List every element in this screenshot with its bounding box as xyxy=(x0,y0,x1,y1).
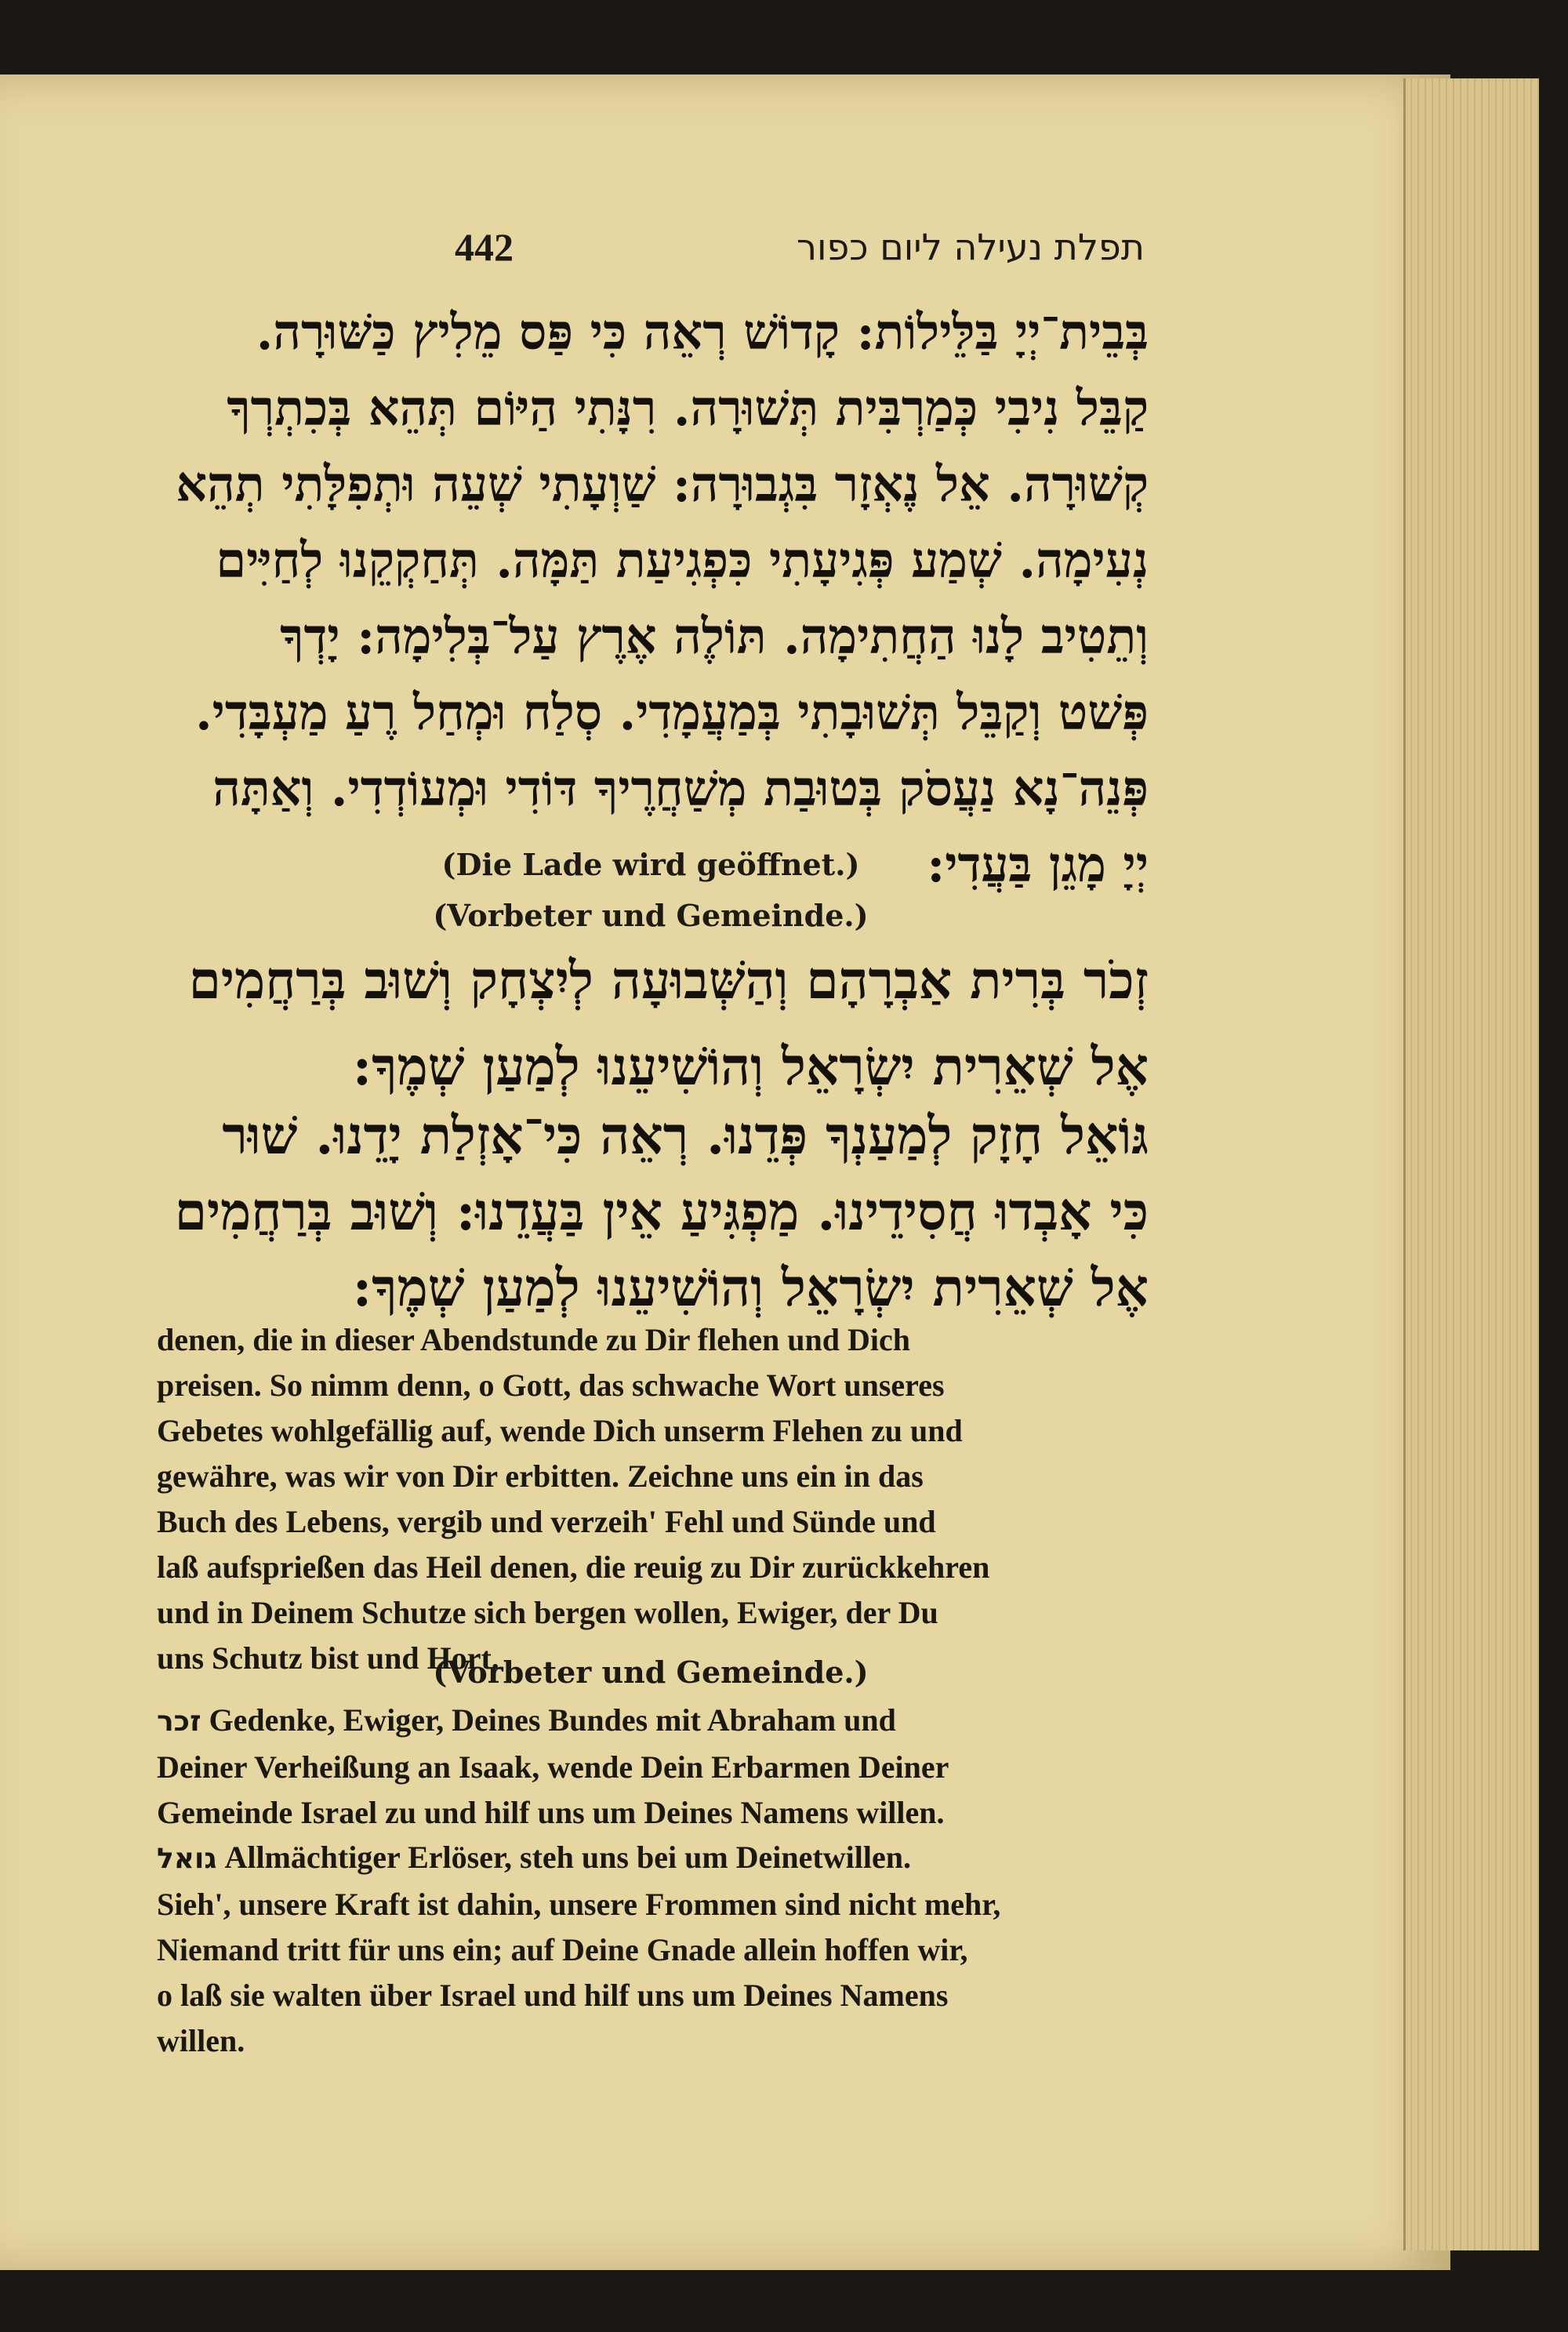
german-line: Gemeinde Israel zu und hilf uns um Deines Namens willen. xyxy=(157,1795,945,1830)
german-line: und in Deinem Schutze sich bergen wollen, Ewiger, der Du xyxy=(157,1595,938,1630)
hebrew-line: פְּנֵה־נָא נַעֲסֹק בְּטוּבַת מְשַׁחֲרֶיךָ דּוֹדִי וּמְעוֹדְדִי. וְאַתָּה xyxy=(212,760,1149,817)
german-line xyxy=(157,1835,1160,1882)
caption-cantor-congregation: (Vorbeter und Gemeinde.) xyxy=(433,898,869,933)
german-line: denen, die in dieser Abendstunde zu Dir flehen und Dich xyxy=(157,1322,910,1357)
page-number: 442 xyxy=(455,225,514,269)
caption-ark-opened: (Die Lade wird geöffnet.) xyxy=(441,847,860,882)
german-line: willen. xyxy=(157,2023,245,2058)
hebrew-line: זְכֹר בְּרִית אַבְרָהָם וְהַשְּׁבוּעָה לְיִצְחָק וְשׁוּב בְּרַחֲמִים xyxy=(188,950,1149,1011)
hebrew-prayer-block-2 xyxy=(153,937,1149,1110)
hebrew-line: וְתֵטִיב לָנוּ הַחֲתִימָה. תּוֹלֶה אֶרֶץ עַל־בְּלִימָה: יָדְךָ xyxy=(280,608,1149,665)
hebrew-prayer-block-1 xyxy=(153,294,1149,903)
hebrew-line: בְּבֵית־יְיָ בַּלֵּילוֹת: קָדוֹשׁ רְאֵה כִּי פַּס מֵלִיץ כַּשּׁוּרָה. xyxy=(256,303,1149,361)
hebrew-keyword: זכר xyxy=(157,1705,201,1738)
german-translation-paragraph-2 xyxy=(157,1698,1160,1836)
hebrew-line: נְעִימָה. שְׁמַע פְּגִיעָתִי כִּפְגִיעַת תַּמָּה. תְּחַקְקֵנוּ לְחַיִּים xyxy=(216,532,1149,589)
hebrew-line: גּוֹאֵל חָזָק לְמַעַנְךָ פְּדֵנוּ. רְאֵה כִּי־אָזְלַת יָדֵנוּ. שׁוּר xyxy=(222,1105,1149,1166)
page-header xyxy=(455,216,1145,278)
german-line: Gebetes wohlgefällig auf, wende Dich unserm Flehen zu und xyxy=(157,1413,963,1448)
hebrew-line: קַבֵּל נִיבִי כְּמַרְבִּית תְּשׁוּרָה. רִנָּתִי הַיּוֹם תְּהֵא בְּכִתְרְךָ xyxy=(227,380,1149,437)
hebrew-line: קְשׁוּרָה. אֵל נֶאְזָר בִּגְבוּרָה: שַׁוְעָתִי שְׁעֵה וּתְפִלָּתִי תְהֵא xyxy=(176,456,1149,513)
german-line: laß aufsprießen das Heil denen, die reuig zu Dir zurückkehren xyxy=(157,1549,990,1585)
hebrew-line: פְּשׁט וְקַבֵּל תְּשׁוּבָתִי בְּמַעֲמָדִי. סְלַח וּמְחַל רֶעַ מַעְבָּדִי. xyxy=(195,684,1149,741)
caption-cantor-congregation-2: (Vorbeter und Gemeinde.) xyxy=(433,1655,869,1690)
hebrew-line: אֶל שְׁאֵרִית יִשְׂרָאֵל וְהוֹשִׁיעֵנוּ לְמַעַן שְׁמֶךָ: xyxy=(352,1257,1149,1318)
hebrew-prayer-block-3 xyxy=(153,1098,1149,1326)
german-text: Allmächtiger Erlöser, steh uns bei um Deinetwillen. xyxy=(216,1840,911,1875)
hebrew-keyword: גואל xyxy=(157,1843,217,1875)
german-text: Gedenke, Ewiger, Deines Bundes mit Abraham und xyxy=(201,1702,896,1738)
hebrew-line: כִּי אָבְדוּ חֲסִידֵינוּ. מַפְגִּיעַ אֵין בַּעֲדֵנוּ: וְשׁוּב בְּרַחֲמִים xyxy=(174,1181,1149,1242)
german-translation-paragraph-1 xyxy=(157,1317,1160,1681)
german-line: Deiner Verheißung an Isaak, wende Dein Erbarmen Deiner xyxy=(157,1749,949,1785)
hebrew-line: יְיָ מָגֵן בַּעֲדִי: xyxy=(927,836,1149,893)
german-line: o laß sie walten über Israel und hilf uns um Deines Namens xyxy=(157,1978,949,2013)
german-line: Niemand tritt für uns ein; auf Deine Gnade allein hoffen wir, xyxy=(157,1932,968,1967)
german-line: Buch des Lebens, vergib und verzeih' Fehl und Sünde und xyxy=(157,1504,936,1539)
page-edge-stack xyxy=(1403,78,1539,2250)
german-line: uns Schutz bist und Hort. xyxy=(157,1640,499,1676)
running-title: תפלת נעילה ליום כפור xyxy=(797,226,1145,268)
german-line: gewähre, was wir von Dir erbitten. Zeichne uns ein in das xyxy=(157,1458,924,1494)
german-line xyxy=(157,1698,1160,1745)
german-translation-paragraph-3 xyxy=(157,1835,1160,2064)
german-line: Sieh', unsere Kraft ist dahin, unsere Frommen sind nicht mehr, xyxy=(157,1887,1001,1922)
german-line: preisen. So nimm denn, o Gott, das schwache Wort unseres xyxy=(157,1368,945,1403)
hebrew-line: אֶל שְׁאֵרִית יִשְׂרָאֵל וְהוֹשִׁיעֵנוּ לְמַעַן שְׁמֶךָ: xyxy=(352,1036,1149,1097)
